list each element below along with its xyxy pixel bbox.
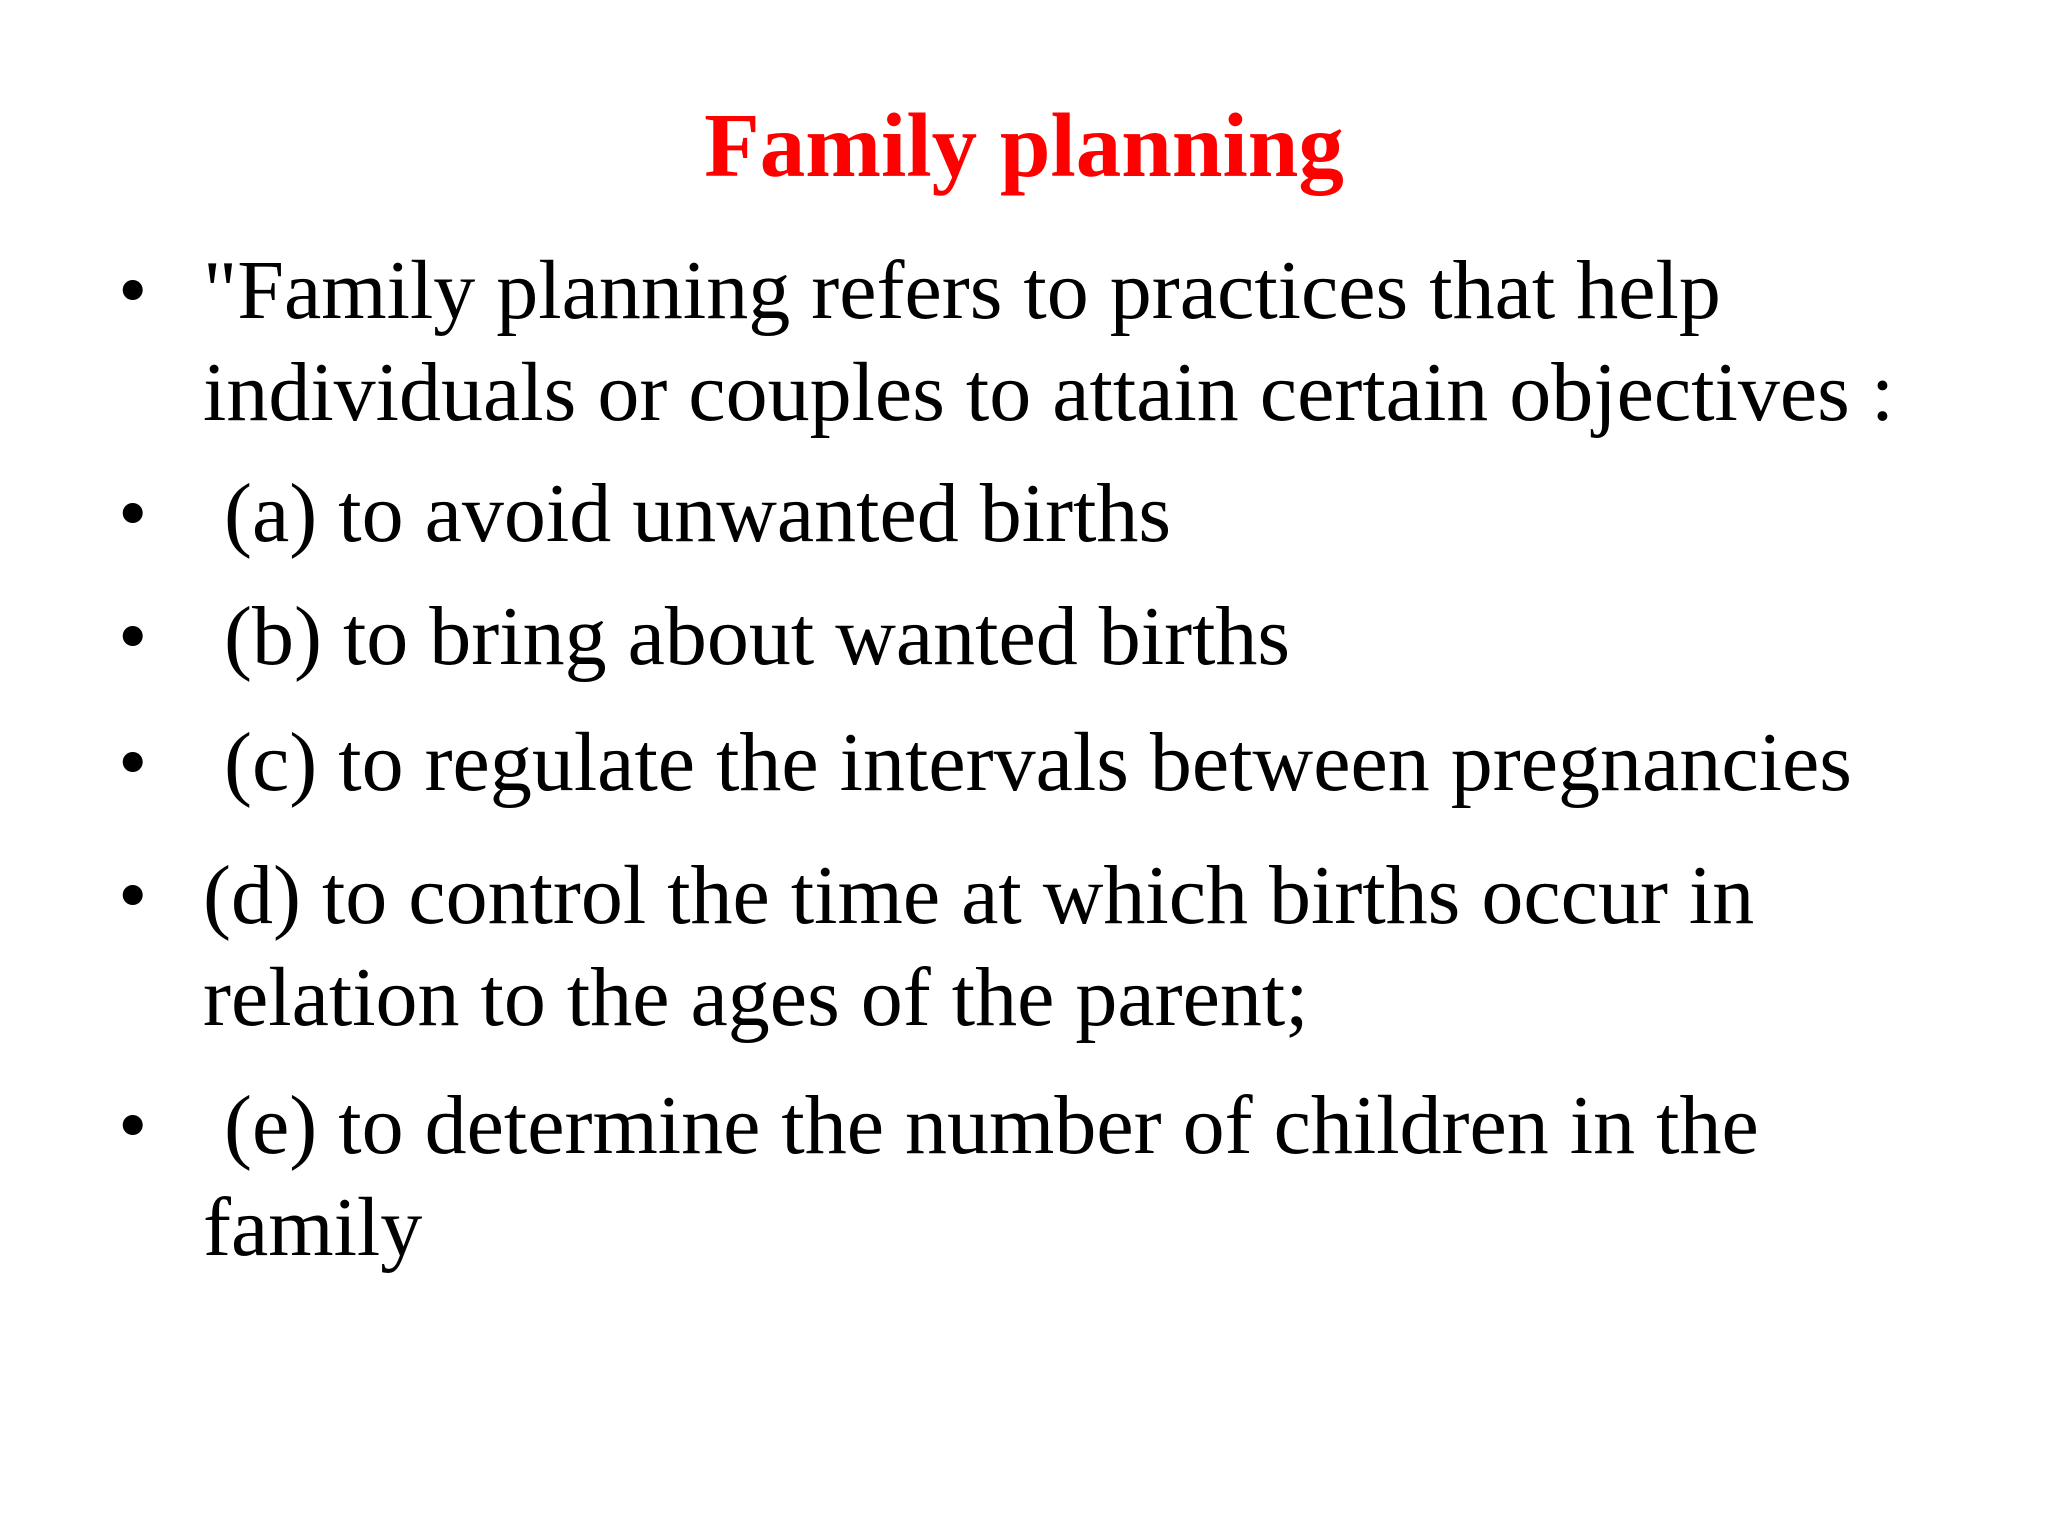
bullet-line: "Family planning refers to practices that help [203, 244, 1721, 337]
bullet-line: (b) to bring about wanted births [203, 590, 1291, 683]
bullet-line: (e) to determine the number of children in the [203, 1079, 1759, 1172]
bullet-line: relation to the ages of the parent; [203, 951, 1309, 1044]
bullet-dot-icon: • [118, 244, 148, 337]
bullet-dot-icon: • [118, 590, 148, 683]
bullet-text [203, 586, 2033, 688]
bullet-text [203, 712, 2033, 814]
bullet-text [203, 240, 2033, 444]
bullet-text [203, 463, 2033, 565]
bullet-line: family [203, 1181, 423, 1274]
bullet-line: (d) to control the time at which births occur in [203, 849, 1755, 942]
bullet-text [203, 1075, 2033, 1279]
bullet-text [203, 845, 2033, 1049]
bullet-dot-icon: • [118, 849, 148, 942]
bullet-dot-icon: • [118, 467, 148, 560]
bullet-dot-icon: • [118, 716, 148, 809]
bullet-line: individuals or couples to attain certain objectives : [203, 346, 1895, 439]
bullet-dot-icon: • [118, 1079, 148, 1172]
slide-title: Family planning [704, 95, 1344, 196]
bullet-line: (a) to avoid unwanted births [203, 467, 1172, 560]
bullet-line: (c) to regulate the intervals between pregnancies [203, 716, 1852, 809]
